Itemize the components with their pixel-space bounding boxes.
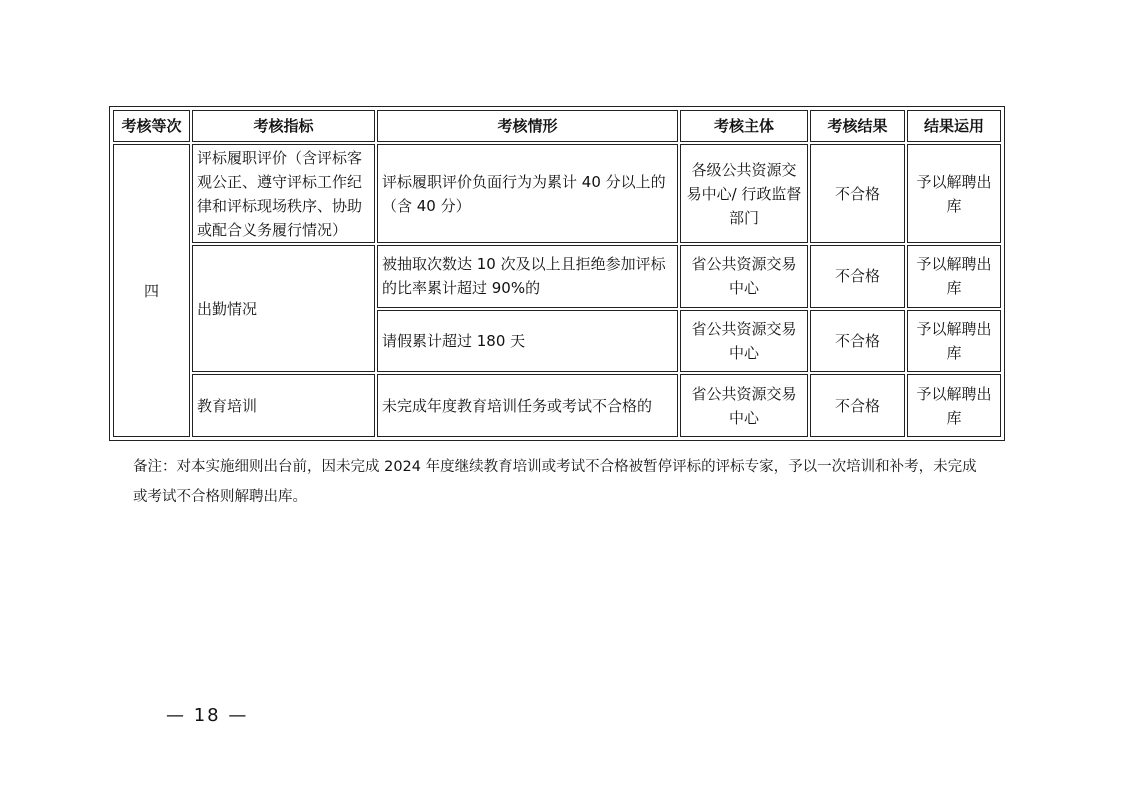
situation-cell: 评标履职评价负面行为为累计 40 分以上的（含 40 分）: [377, 144, 678, 243]
table-row: [113, 374, 1001, 437]
header-indicator: 考核指标: [192, 110, 375, 142]
header-usage: 结果运用: [907, 110, 1001, 142]
subject-cell: 省公共资源交易中心: [680, 374, 808, 437]
situation-cell: 请假累计超过 180 天: [377, 310, 678, 373]
page-number: — 18 —: [166, 705, 249, 726]
header-grade: 考核等次: [113, 110, 190, 142]
usage-cell: 予以解聘出库: [907, 245, 1001, 308]
result-cell: 不合格: [810, 245, 905, 308]
header-result: 考核结果: [810, 110, 905, 142]
indicator-cell: 评标履职评价（含评标客观公正、遵守评标工作纪律和评标现场秩序、协助或配合义务履行情况）: [192, 144, 375, 243]
situation-cell: 被抽取次数达 10 次及以上且拒绝参加评标的比率累计超过 90%的: [377, 245, 678, 308]
usage-cell: 予以解聘出库: [907, 310, 1001, 373]
subject-cell: 各级公共资源交易中心/ 行政监督部门: [680, 144, 808, 243]
result-cell: 不合格: [810, 310, 905, 373]
result-cell: 不合格: [810, 144, 905, 243]
usage-cell: 予以解聘出库: [907, 374, 1001, 437]
indicator-cell: 出勤情况: [192, 245, 375, 372]
header-subject: 考核主体: [680, 110, 808, 142]
usage-cell: 予以解聘出库: [907, 144, 1001, 243]
table-row: [113, 144, 1001, 243]
subject-cell: 省公共资源交易中心: [680, 310, 808, 373]
footnote: 备注：对本实施细则出台前，因未完成 2024 年度继续教育培训或考试不合格被暂停评标的评标专家，予以一次培训和补考，未完成或考试不合格则解聘出库。: [133, 459, 977, 505]
assessment-table: [111, 108, 1003, 439]
subject-cell: 省公共资源交易中心: [680, 245, 808, 308]
assessment-table-frame: [109, 106, 1005, 441]
header-situation: 考核情形: [377, 110, 678, 142]
indicator-cell: 教育培训: [192, 374, 375, 437]
situation-cell: 未完成年度教育培训任务或考试不合格的: [377, 374, 678, 437]
result-cell: 不合格: [810, 374, 905, 437]
table-header-row: [113, 110, 1001, 142]
table-row: [113, 245, 1001, 308]
grade-cell: 四: [113, 144, 190, 437]
